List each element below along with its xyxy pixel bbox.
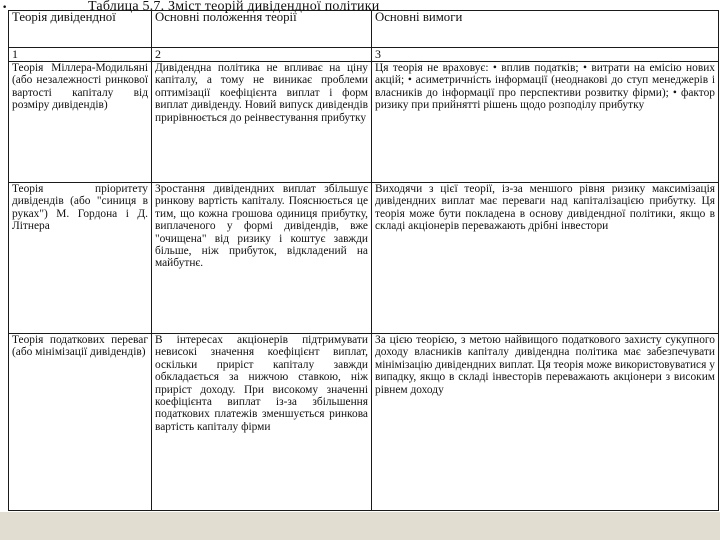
table-row — [9, 334, 719, 511]
theory-requirements: Виходячи з цієї теорії, із-за меншого рівня ризику максимізація дивідендних виплат має переваги над капіталізацією прибутку. Ця теорія може бути покладена в основу дивідендної політики, якщо в складі акціонерів переважають дрібні інвестори — [372, 183, 719, 334]
header-provisions: Основні положення теорії — [152, 11, 372, 48]
table-caption: Таблица 5.7. Зміст теорій дивідендної політики — [88, 0, 380, 14]
theories-table — [8, 10, 719, 511]
theory-name: Теорія Міллера-Модильяні (або незалежності ринкової вартості капіталу від розміру дивідендів) — [9, 62, 152, 183]
theory-provisions: Дивідендна політика не впливає на ціну капіталу, а тому не виникає проблеми оптимізації коефіцієнта виплат і форм виплат дивіденду. Новий випуск дивідендів прирівнюється до реінвестування прибутку — [152, 62, 372, 183]
theory-provisions: В інтересах акціонерів підтримувати невисокі значення коефіцієнт виплат, оскільки приріст капіталу завжди обкладається за нижчою ставкою, ніж приріст доходу. При високому значенні коефіцієнта виплат із-за збільшення податкових платежів зменшується ринкова вартість капіталу фірми — [152, 334, 372, 511]
column-number-row — [9, 48, 719, 62]
column-number-3: 3 — [372, 48, 719, 62]
theory-provisions: Зростання дивідендних виплат збільшує ринкову вартість капіталу. Пояснюється це тим, що кожна грошова одиниця прибутку, виплаченого у формі дивідендів, вже "очищена" від ризику і коштує завжди більше, ніж прибуток, відкладений на майбутнє. — [152, 183, 372, 334]
header-row — [9, 11, 719, 48]
theory-name: Теорія податкових переваг (або мінімізації дивідендів) — [9, 334, 152, 511]
theory-requirements: За цією теорією, з метою найвищого податкового захисту сукупного доходу власників капіталу дивідендна політика має забезпечувати мінімізацію дивідендних виплат. Ця теорія може використовуватися у випадку, якщо в складі інвесторів переважають акціонери з високим рівнем доходу — [372, 334, 719, 511]
column-number-1: 1 — [9, 48, 152, 62]
slide-footer-band — [0, 512, 720, 540]
theory-requirements: Ця теорія не враховує: • вплив податків; • витрати на емісію нових акцій; • асиметричність інформації (неоднакові до ступ менеджерів і власників до інформації про перспективи розвитку фірми); • фактор ризику при прийнятті рішень щодо розподілу прибутку — [372, 62, 719, 183]
header-requirements: Основні вимоги — [372, 11, 719, 48]
theory-name: Теорія пріоритету дивідендів (або "синиця в руках") М. Гордона і Д. Літнера — [9, 183, 152, 334]
column-number-2: 2 — [152, 48, 372, 62]
bullet-mark: • — [2, 3, 8, 13]
table-row — [9, 62, 719, 183]
table-row — [9, 183, 719, 334]
header-theory: Теорія дивідендної — [9, 11, 152, 48]
